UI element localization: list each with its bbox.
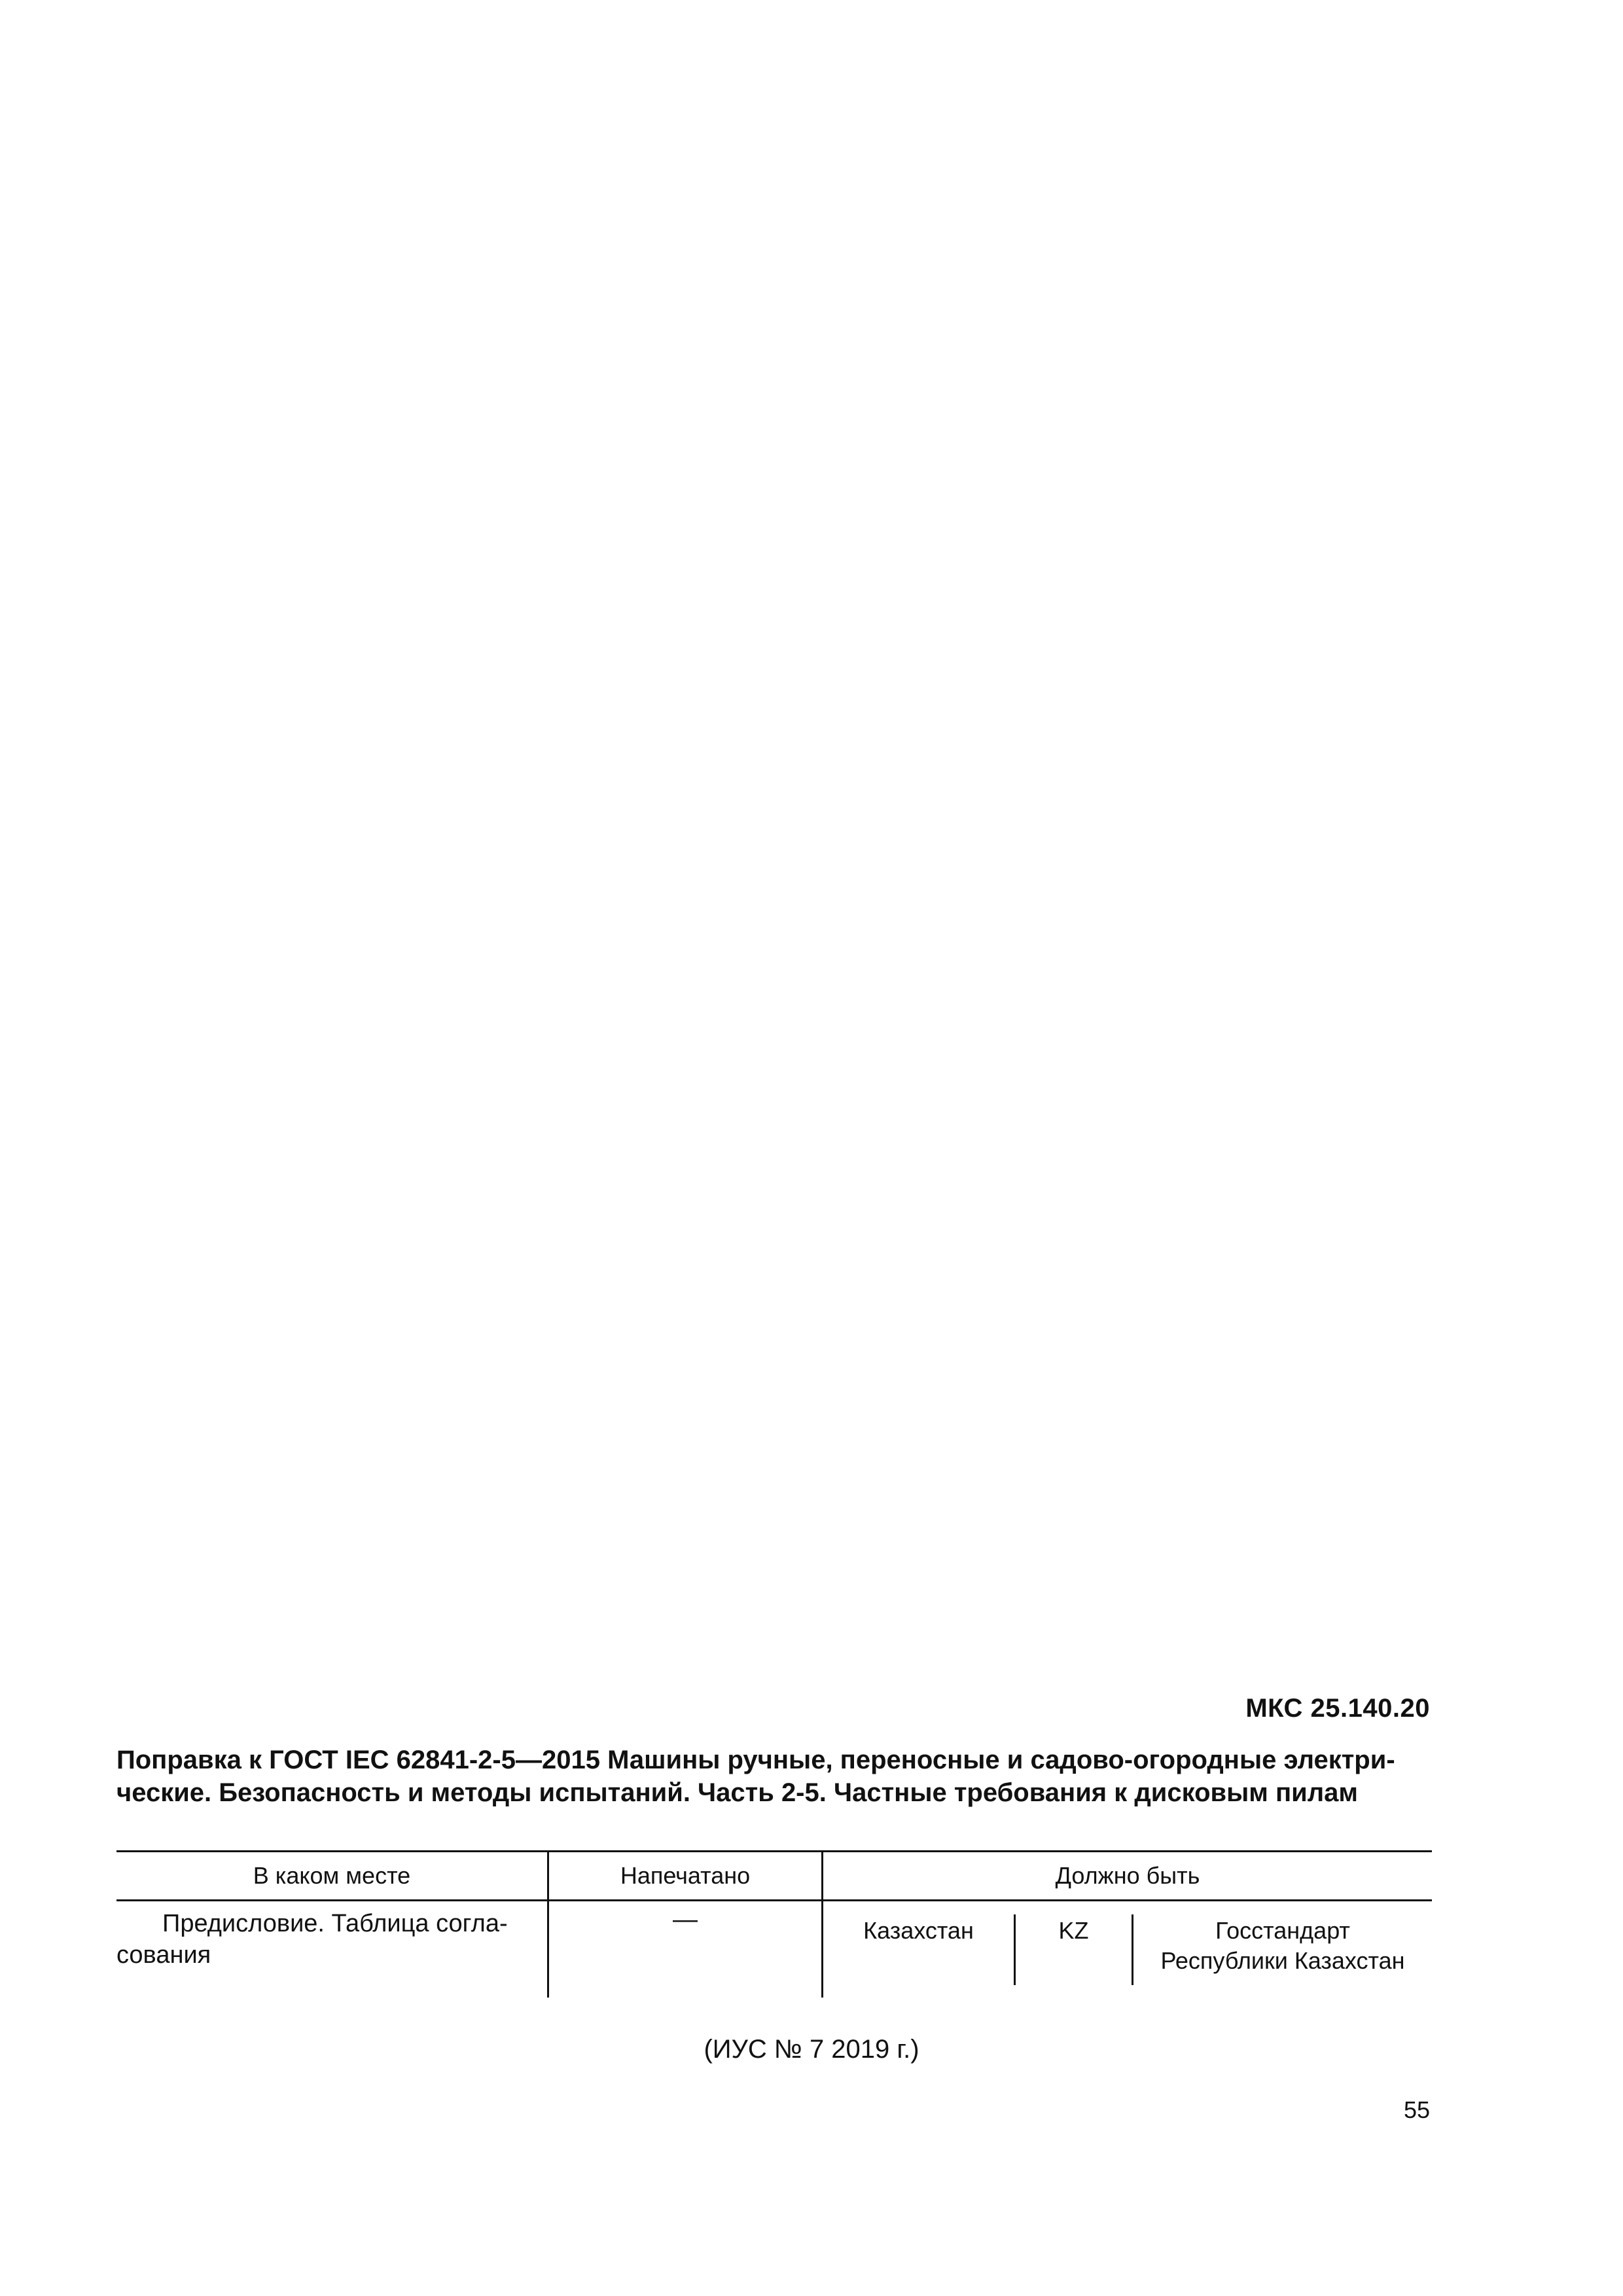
table-header-rule [116, 1899, 1432, 1901]
header-place: В каком месте [253, 1862, 411, 1889]
place-line-2: сования [116, 1941, 211, 1969]
org-line-2: Республики Казахстан [1160, 1947, 1405, 1974]
place-line-1: Предисловие. Таблица согла- [162, 1910, 508, 1937]
source-reference: (ИУС № 7 2019 г.) [704, 2035, 919, 2064]
document-title [116, 1744, 1432, 1809]
title-line-2: ческие. Безопасность и методы испытаний. Часть 2-5. Частные требования к дисковым пилам [116, 1778, 1358, 1807]
org-line-1: Госстандарт [1215, 1917, 1350, 1944]
mks-code: МКС 25.140.20 [1245, 1694, 1430, 1723]
header-should-be: Должно быть [1055, 1862, 1200, 1889]
table-top-rule [116, 1850, 1432, 1852]
page-number: 55 [1403, 2096, 1430, 2123]
title-line-1: Поправка к ГОСТ IEC 62841-2-5—2015 Машины ручные, переносные и садово-огородные электри- [116, 1746, 1395, 1774]
cell-printed: — [673, 1906, 698, 1933]
cell-country: Казахстан [863, 1917, 974, 1944]
correction-table [116, 1850, 1432, 1998]
cell-country-code: KZ [1058, 1917, 1089, 1944]
cell-organization [1133, 1916, 1432, 1976]
header-printed: Напечатано [620, 1862, 751, 1889]
cell-place [116, 1908, 542, 1971]
